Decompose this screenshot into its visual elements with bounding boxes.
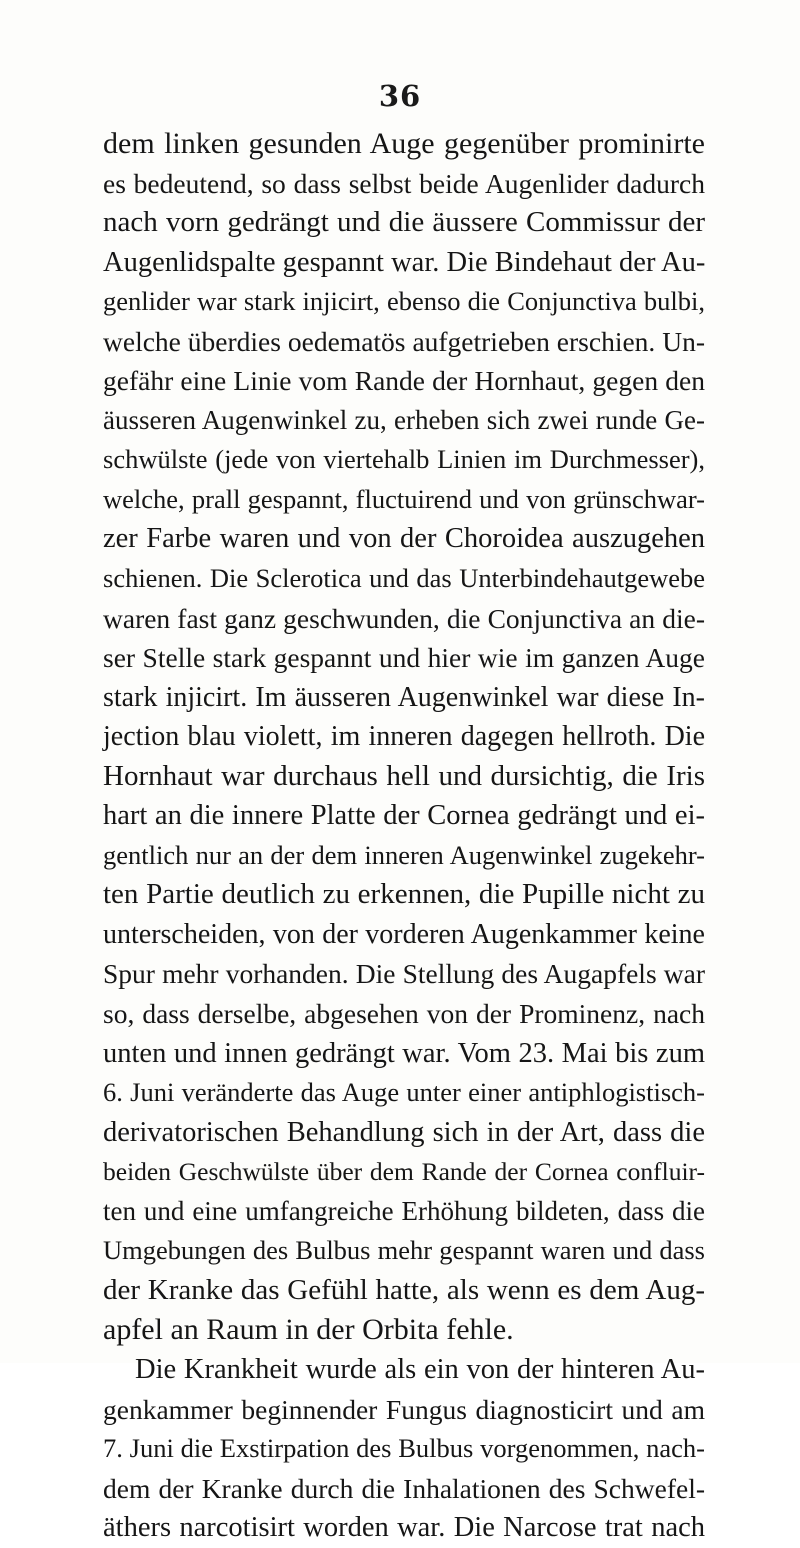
text-line: 7. Juni die Exstirpation des Bulbus vorgenommen, nach-: [103, 1433, 705, 1464]
text-line: der Kranke das Gefühl hatte, als wenn es dem Aug-: [103, 1273, 705, 1306]
text-line: hart an die innere Platte der Cornea gedrängt und ei-: [103, 800, 705, 832]
text-line: Umgebungen des Bulbus mehr gespannt waren und dass: [103, 1235, 705, 1266]
text-line: zer Farbe waren und von der Choroidea auszugehen: [103, 523, 705, 555]
text-line: gentlich nur an der dem inneren Augenwinkel zugekehr-: [103, 839, 705, 870]
text-line: Augenlidspalte gespannt war. Die Bindehaut der Au-: [103, 246, 706, 278]
text-line: nach vorn gedrängt und die äussere Commissur der: [103, 206, 705, 239]
text-line: unterscheiden, von der vorderen Augenkammer keine: [103, 918, 705, 950]
text-line: 6. Juni veränderte das Auge unter einer antiphlogistisch-: [103, 1077, 705, 1108]
body-text: [103, 124, 705, 1548]
text-line: äthers narcotisirt worden war. Die Narcose trat nach: [103, 1512, 705, 1544]
text-line: dem der Kranke durch die Inhalationen des Schwefel-: [103, 1472, 705, 1504]
text-line: dem linken gesunden Auge gegenüber prominirte: [103, 127, 705, 160]
text-line: gefähr eine Linie vom Rande der Hornhaut, gegen den: [103, 365, 705, 397]
text-line: genkammer beginnender Fungus diagnosticirt und am: [103, 1393, 705, 1425]
text-line: waren fast ganz geschwunden, die Conjunctiva an die-: [103, 602, 705, 634]
text-line: genlider war stark injicirt, ebenso die Conjunctiva bulbi,: [103, 286, 705, 317]
paragraph-start-line: Die Krankheit wurde als ein von der hinteren Au-: [135, 1353, 705, 1385]
page-number: 36: [378, 79, 422, 113]
text-line: äusseren Augenwinkel zu, erheben sich zwei runde Ge-: [103, 404, 705, 435]
text-line: Hornhaut war durchaus hell und dursichtig, die Iris: [103, 759, 705, 792]
text-line: so, dass derselbe, abgesehen von der Prominenz, nach: [103, 998, 705, 1030]
text-line: Spur mehr vorhanden. Die Stellung des Augapfels war: [103, 958, 705, 990]
text-line: derivatorischen Behandlung sich in der Art, dass die: [103, 1116, 705, 1148]
text-line: ten und eine umfangreiche Erhöhung bildeten, dass die: [103, 1195, 705, 1226]
text-line: schwülste (jede von viertehalb Linien im Durchmesser),: [103, 444, 705, 475]
text-line: welche überdies oedematös aufgetrieben erschien. Un-: [103, 325, 705, 357]
text-line: jection blau violett, im inneren dagegen hellroth. Die: [103, 721, 705, 753]
text-line: welche, prall gespannt, fluctuirend und von grünschwar-: [103, 483, 705, 514]
text-line: stark injicirt. Im äusseren Augenwinkel war diese In-: [103, 681, 705, 713]
text-line: schienen. Die Sclerotica und das Unterbindehautgewebe: [103, 563, 705, 594]
text-line: es bedeutend, so dass selbst beide Augenlider dadurch: [103, 167, 705, 199]
text-line: ten Partie deutlich zu erkennen, die Pupille nicht zu: [103, 878, 705, 911]
text-line: unten und innen gedrängt war. Vom 23. Mai bis zum: [103, 1037, 705, 1069]
text-line: ser Stelle stark gespannt und hier wie im ganzen Auge: [103, 642, 705, 674]
paragraph-end-line: apfel an Raum in der Orbita fehle.: [103, 1313, 514, 1347]
text-line: beiden Geschwülste über dem Rande der Cornea confluir-: [103, 1157, 705, 1187]
